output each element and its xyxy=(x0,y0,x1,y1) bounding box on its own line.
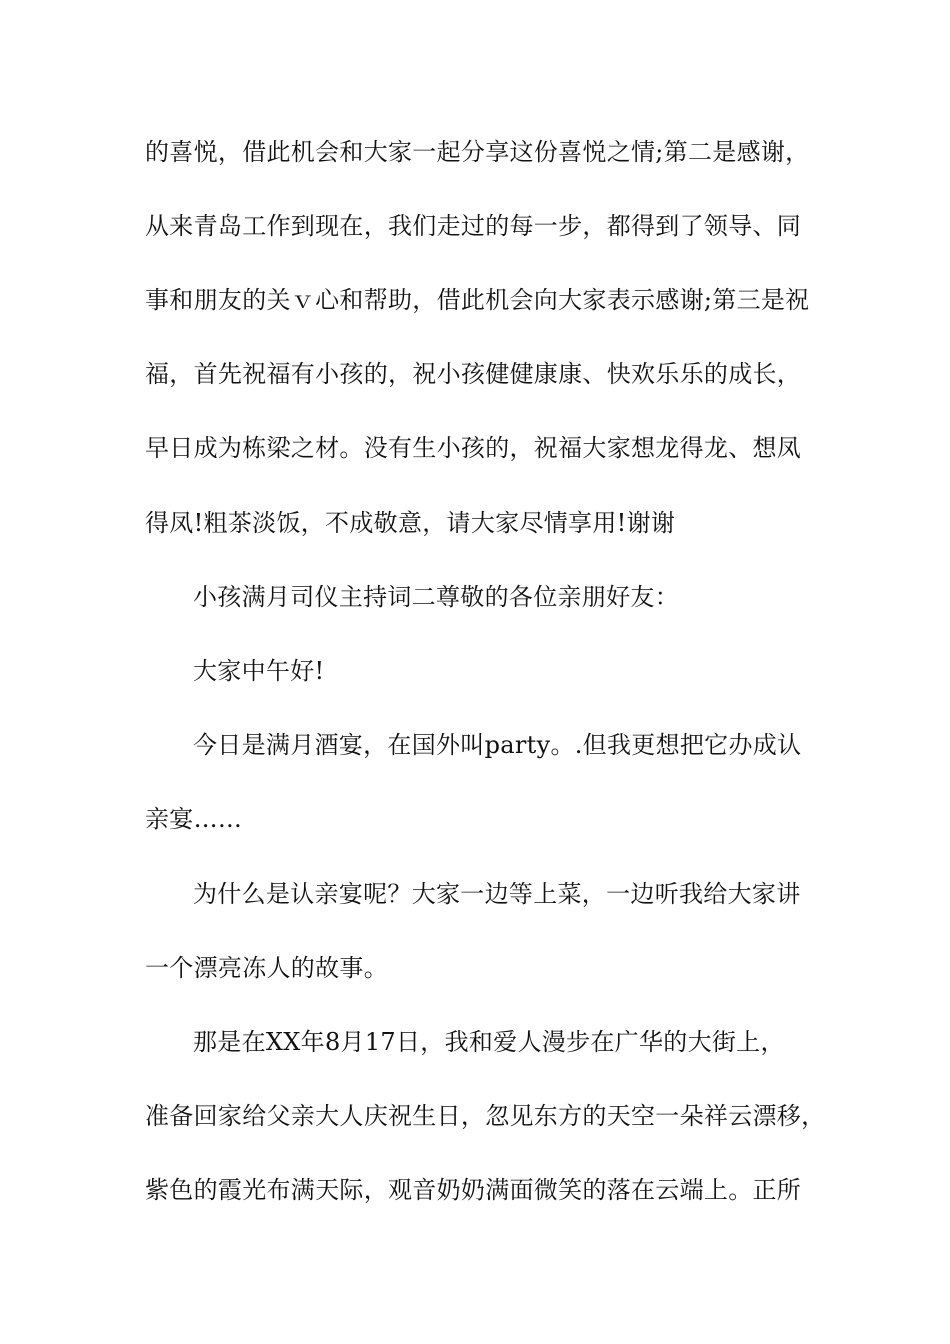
text-line: 今日是满月酒宴，在国外叫party。.但我更想把它办成认 xyxy=(193,731,802,759)
text-line: 亲宴…… xyxy=(145,805,243,833)
text-line: 那是在XX年8月17日，我和爱人漫步在广华的大街上， xyxy=(193,1028,785,1056)
greeting-line: 大家中午好! xyxy=(193,657,325,685)
paragraph-heading: 小孩满月司仪主持词二尊敬的各位亲朋好友： xyxy=(193,583,679,611)
text-line: 一个漂亮冻人的故事。 xyxy=(145,954,388,982)
text-line: 紫色的霞光布满天际，观音奶奶满面微笑的落在云端上。正所 xyxy=(145,1176,802,1204)
text-line: 早日成为栋梁之材。没有生小孩的，祝福大家想龙得龙、想凤 xyxy=(145,434,802,462)
text-line: 福，首先祝福有小孩的，祝小孩健健康康、快欢乐乐的成长， xyxy=(145,360,802,388)
text-line: 从来青岛工作到现在，我们走过的每一步，都得到了领导、同 xyxy=(145,212,802,240)
text-line: 准备回家给父亲大人庆祝生日，忽见东方的天空一朵祥云漂移， xyxy=(145,1102,826,1130)
text-line: 得凤!粗茶淡饭，不成敬意，请大家尽情享用!谢谢 xyxy=(145,509,676,537)
text-line: 的喜悦，借此机会和大家一起分享这份喜悦之情;第二是感谢， xyxy=(145,138,810,166)
text-line: 事和朋友的关ｖ心和帮助，借此机会向大家表示感谢;第三是祝 xyxy=(145,286,810,314)
text-line: 为什么是认亲宴呢？大家一边等上菜，一边听我给大家讲 xyxy=(193,880,801,908)
